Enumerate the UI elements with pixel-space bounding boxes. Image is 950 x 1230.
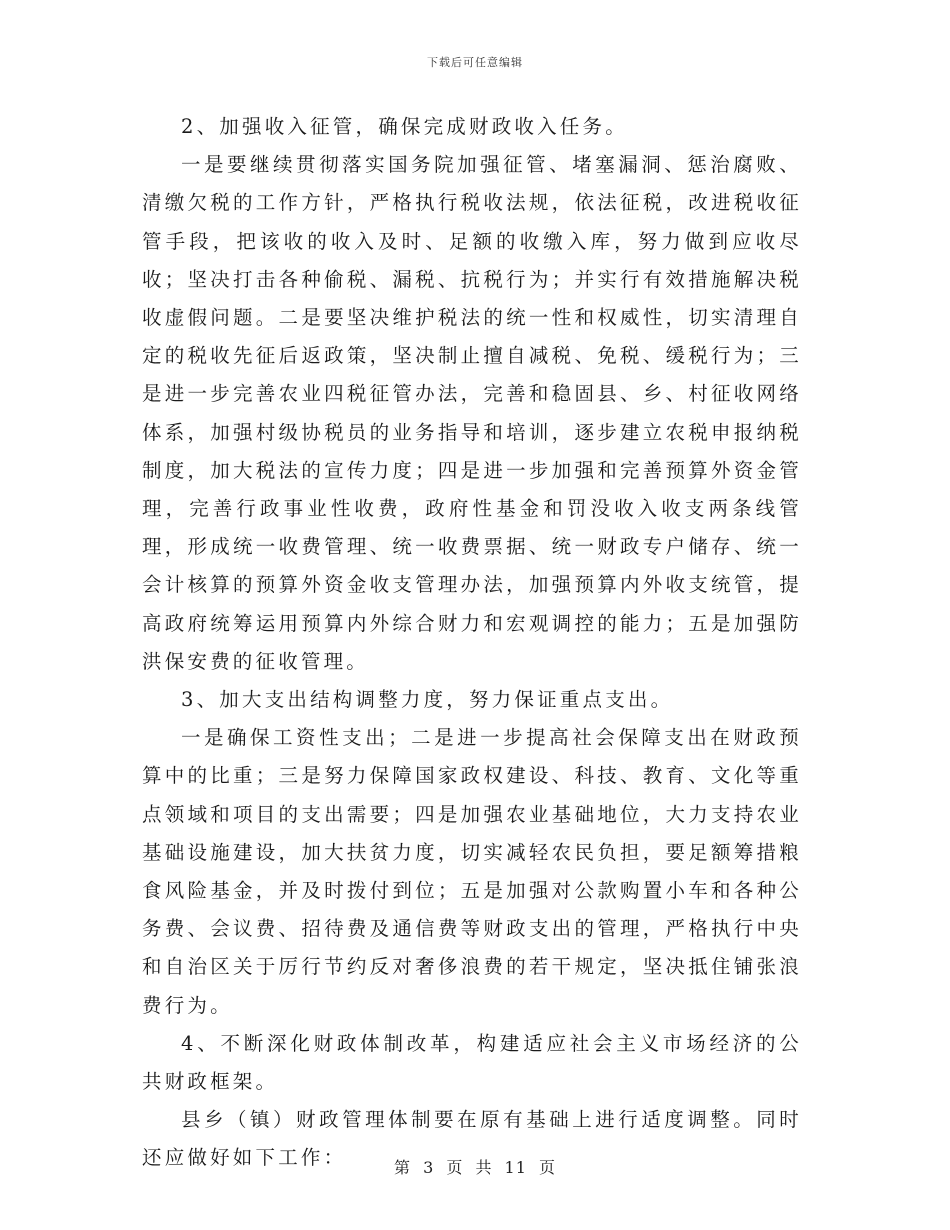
document-body	[142, 108, 802, 1178]
section-heading-4: 4、不断深化财政体制改革，构建适应社会主义市场经济的公共财政框架。	[142, 1031, 802, 1094]
section-heading-3: 3、加大支出结构调整力度，努力保证重点支出。	[181, 688, 674, 712]
page-header: 下载后可任意编辑	[427, 56, 523, 69]
paragraph-revenue-measures: 一是要继续贯彻落实国务院加强征管、堵塞漏洞、惩治腐败、清缴欠税的工作方针，严格执行税收法规，依法征税，改进税收征管手段，把该收的收入及时、足额的收缴入库，努力做到应收尽收；坚决打击各种偷税、漏税、抗税行为；并实行有效措施解决税收虚假问题。二是要坚决维护税法的统一性和权威性，切实清理自定的税收先征后返政策，坚决制止擅自减税、免税、缓税行为；三是进一步完善农业四税征管办法，完善和稳固县、乡、村征收网络体系，加强村级协税员的业务指导和培训，逐步建立农税申报纳税制度，加大税法的宣传力度；四是进一步加强和完善预算外资金管理，完善行政事业性收费，政府性基金和罚没收入收支两条线管理，形成统一收费管理、统一收费票据、统一财政专户储存、统一会计核算的预算外资金收支管理办法，加强预算内外收支统管，提高政府统筹运用预算内外综合财力和宏观调控的能力；五是加强防洪保安费的征收管理。	[142, 153, 802, 673]
paragraph-expenditure-measures: 一是确保工资性支出；二是进一步提高社会保障支出在财政预算中的比重；三是努力保障国家政权建设、科技、教育、文化等重点领域和项目的支出需要；四是加强农业基础地位，大力支持农业基础设施建设，加大扶贫力度，切实减轻农民负担，要足额筹措粮食风险基金，并及时拨付到位；五是加强对公款购置小车和各种公务费、会议费、招待费及通信费等财政支出的管理，严格执行中央和自治区关于厉行节约反对奢侈浪费的若干规定，坚决抵住铺张浪费行为。	[142, 726, 802, 1017]
page-number-footer: 第 3 页 共 11 页	[394, 1158, 556, 1177]
paragraph-system-reform: 县乡（镇）财政管理体制要在原有基础上进行适度调整。同时还应做好如下工作：	[142, 1108, 802, 1170]
section-heading-2: 2、加强收入征管，确保完成财政收入任务。	[181, 115, 628, 138]
